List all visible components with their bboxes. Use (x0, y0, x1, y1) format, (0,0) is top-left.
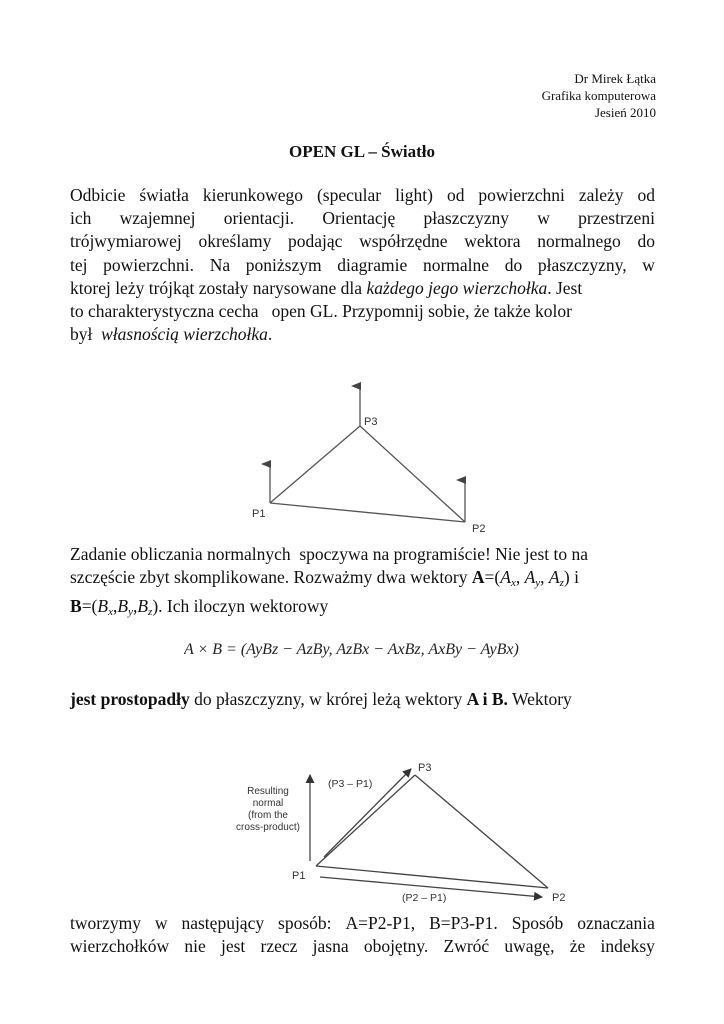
triangle-edge (415, 775, 548, 888)
text-line (70, 230, 655, 253)
word: B=P3-P1. (429, 913, 498, 933)
component: B (97, 596, 109, 617)
formula-text: A × B = (AyBz − AzBy, AzBx − AxBz, AxBy − AyBx) (184, 641, 519, 658)
text-run: to charakterystyczna cecha open GL. Przypomnij sobie, że także kolor (70, 301, 572, 322)
word: diagramie (337, 254, 408, 275)
vertex-label-p1: P1 (292, 870, 306, 882)
text-run: szczęście zbyt skomplikowane. Rozważmy dwa wektory (70, 567, 472, 588)
text-run: . (267, 324, 273, 345)
word: indeksy (600, 936, 655, 957)
word: od (446, 185, 465, 205)
vertex-label-p3: P3 (364, 416, 378, 428)
word: normalne (422, 254, 490, 275)
text-line (70, 935, 655, 958)
text-line (70, 207, 655, 230)
word: zależy (578, 185, 624, 205)
vertex-label-p3: P3 (418, 762, 432, 774)
word: nie (184, 936, 206, 957)
vector-label-a: (P2 – P1) (402, 892, 447, 904)
word: Zwróć (443, 936, 490, 957)
component: A (524, 567, 536, 588)
note-line: cross-product) (236, 822, 300, 833)
word: ich (70, 208, 92, 229)
text-line (70, 300, 655, 323)
text-line (70, 277, 655, 300)
text-run: =( (484, 567, 501, 588)
page-title: OPEN GL – Światło (289, 142, 435, 161)
subscript: x (108, 606, 113, 619)
vertex-label-p1: P1 (252, 508, 266, 520)
triangle-edge (316, 866, 548, 888)
word: Odbicie (70, 185, 126, 205)
text-line (70, 543, 655, 566)
subscript: z (148, 606, 153, 619)
vertex-label-p2: P2 (472, 523, 486, 535)
word: rzecz (260, 936, 298, 957)
word: następujący (181, 913, 265, 933)
text-line (70, 688, 655, 711)
word: do (504, 254, 523, 275)
word: (specular (316, 185, 382, 205)
word: uwagę, (504, 936, 555, 957)
subscript: z (559, 577, 564, 590)
bold-text: jest prostopadły (70, 689, 190, 709)
text-line: szczęście zbyt skomplikowane. Rozważmy dwa wektory $A=(A_x$, $A_y$, $A_z$) i (70, 567, 579, 590)
word: światła (139, 185, 189, 205)
component: A (548, 567, 560, 588)
formula-graphic (184, 634, 544, 664)
word: wektora (464, 231, 521, 252)
word: wierzchołków (70, 936, 170, 957)
paragraph-specular (70, 184, 655, 346)
cross-product-diagram (230, 755, 580, 905)
word: obojętny. (363, 936, 429, 957)
text-run: =( (81, 596, 98, 617)
vector-label-b: (P3 – P1) (328, 778, 373, 790)
emphasis-text: każdego jego wierzchołka (366, 277, 548, 298)
subscript: y (535, 577, 541, 590)
text-line (70, 254, 655, 277)
word: trójwymiarowej (70, 231, 182, 252)
component: A (500, 567, 511, 588)
word: w (642, 254, 655, 275)
text-run: do płaszczyzny, w krórej leżą wektory (189, 689, 467, 709)
note-line: (from the (247, 810, 289, 821)
text-line (70, 323, 655, 346)
word: podając (288, 231, 343, 252)
triangle-edge (270, 503, 465, 522)
author-name: Dr Mirek Łątka (574, 71, 656, 86)
document-header (542, 70, 656, 121)
note-line: normal (252, 798, 284, 809)
text-run: . Jest (547, 277, 583, 298)
text-run: Zadanie obliczania normalnych spoczywa na programiście! Nie jest to na (70, 544, 588, 564)
word: w (154, 913, 168, 933)
vertex-label-p2: P2 (552, 892, 566, 904)
word: kierunkowego (202, 185, 304, 205)
word: w (537, 208, 550, 229)
text-run: ). Ich iloczyn wektorowy (152, 596, 329, 617)
word: poniższym (245, 254, 322, 275)
vector-a-label: A (471, 567, 485, 588)
word: jasna (312, 936, 349, 957)
word: light) (395, 185, 433, 205)
text-run: ) i (563, 567, 579, 588)
word: wzajemnej (119, 208, 196, 229)
paragraph-perpendicular (70, 688, 655, 711)
triangle-edge (270, 426, 360, 503)
word: Orientację (322, 208, 396, 229)
note-line: Resulting (247, 786, 289, 797)
word: orientacji. (223, 208, 295, 229)
course-name: Grafika komputerowa (541, 88, 656, 103)
word: płaszczyzny (423, 208, 510, 229)
paragraph-vectors (70, 912, 655, 958)
word: od (637, 185, 655, 205)
component: B (137, 596, 149, 617)
bold-text: A i B. (466, 689, 508, 709)
word: że (569, 936, 586, 957)
triangle-edge (360, 426, 465, 522)
word: tej (70, 254, 88, 275)
word: Na (209, 254, 231, 275)
emphasis-text: własnością wierzchołka (101, 324, 268, 345)
text-line (70, 184, 655, 207)
text-run: Wektory (507, 689, 572, 709)
subscript: x (510, 577, 516, 590)
text-line: $B=(B_x,B_y,B_z)$. Ich iloczyn wektorowy (70, 596, 329, 619)
text-line (70, 912, 655, 935)
word: powierzchni (478, 185, 565, 205)
text-run: ktorej leży trójkąt zostały narysowane dla (70, 277, 367, 298)
word: A=P2-P1, (345, 913, 416, 933)
word: tworzymy (70, 913, 141, 933)
word: sposób: (278, 913, 332, 933)
term-name: Jesień 2010 (594, 105, 656, 120)
word: współrzędne (359, 231, 448, 252)
subscript: y (128, 606, 133, 619)
word: jest (220, 936, 246, 957)
vertex-normals-diagram (240, 380, 500, 540)
paragraph-normals (70, 543, 655, 625)
word: oznaczania (577, 913, 655, 933)
word: płaszczyzny, (537, 254, 627, 275)
cross-product-formula (184, 634, 544, 664)
component: B (117, 596, 129, 617)
word: do (637, 231, 655, 252)
word: Sposób (511, 913, 564, 933)
text-run: był (70, 324, 102, 345)
word: powierzchni. (103, 254, 195, 275)
word: normalnego (537, 231, 621, 252)
word: przestrzeni (578, 208, 655, 229)
word: określamy (198, 231, 272, 252)
vector-b-label: B (70, 596, 82, 617)
